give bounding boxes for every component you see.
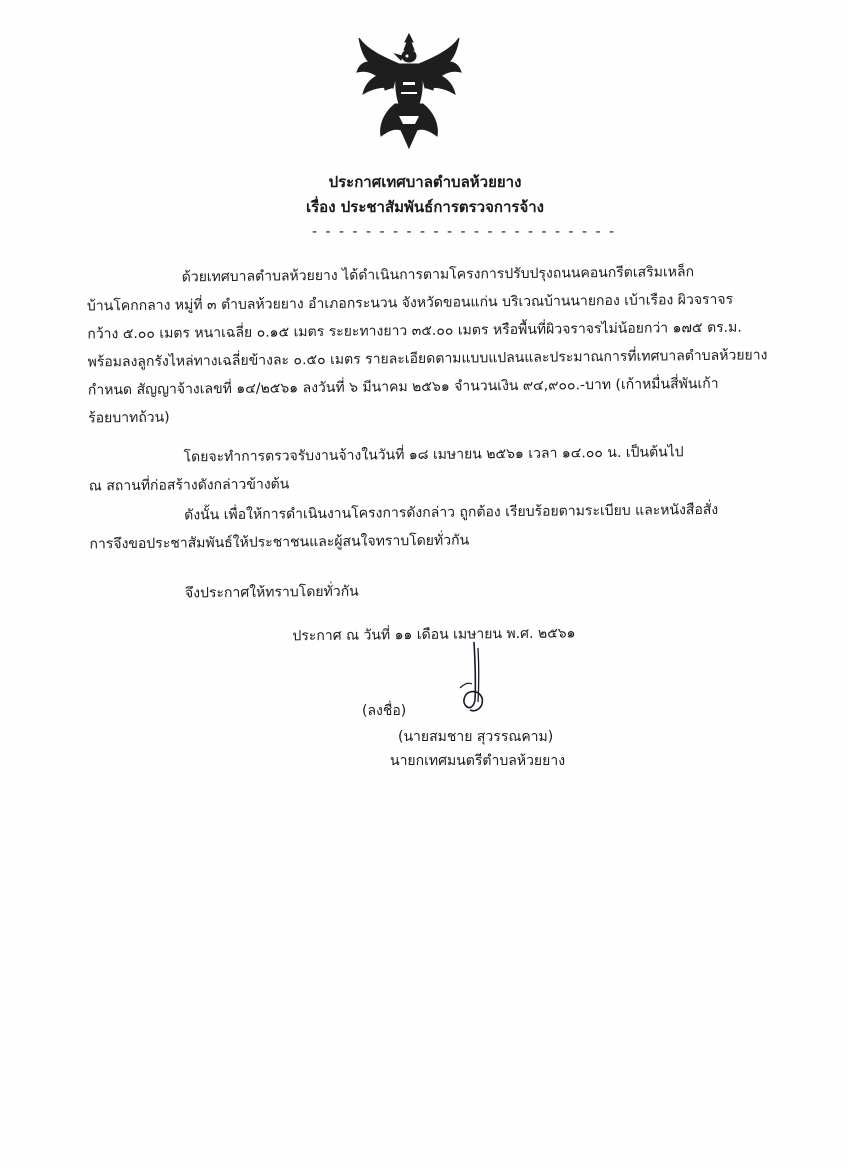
paragraph-2-line-2: ณ สถานที่ก่อสร้างดังกล่าวข้างต้น <box>88 476 290 495</box>
paragraph-3-line-1: ดังนั้น เพื่อให้การดำเนินงานโครงการดังกล่าว ถูกต้อง เรียบร้อยตามระเบียบ และหนังสือสั่ง <box>184 501 719 524</box>
signer-name: (นายสมชาย สุวรรณคาม) <box>398 729 554 745</box>
paragraph-1-line-2: บ้านโคกกลาง หมู่ที่ ๓ ตำบลห้วยยาง อำเภอกระนวน จังหวัดขอนแก่น บริเวณบ้านนายกอง เบ้าเรือง ผิวจราจร <box>86 291 734 315</box>
announcement-title: ประกาศเทศบาลตำบลห้วยยาง <box>328 173 522 191</box>
paragraph-1-line-6: ร้อยบาทถ้วน) <box>88 409 170 427</box>
announcement-date: ประกาศ ณ วันที่ ๑๑ เดือน เมษายน พ.ศ. ๒๕๖๑ <box>292 625 576 645</box>
announcement-subject: เรื่อง ประชาสัมพันธ์การตรวจการจ้าง <box>306 198 544 216</box>
signer-position: นายกเทศมนตรีตำบลห้วยยาง <box>390 753 566 769</box>
paragraph-1-line-1: ด้วยเทศบาลตำบลห้วยยาง ได้ดำเนินการตามโครงการปรับปรุงถนนคอนกรีตเสริมเหล็ก <box>181 264 695 286</box>
paragraph-1-line-4: พร้อมลงลูกรังไหล่ทางเฉลี่ยข้างละ ๐.๕๐ เมตร รายละเอียดตามแบบแปลนและประมาณการที่เทศบาลตำบลห้วยยาง <box>87 347 768 371</box>
paragraph-2-line-1: โดยจะทำการตรวจรับงานจ้างในวันที่ ๑๘ เมษายน ๒๕๖๑ เวลา ๑๔.๐๐ น. เป็นต้นไป <box>183 444 684 466</box>
announce-line: จึงประกาศให้ทราบโดยทั่วกัน <box>184 583 359 602</box>
sign-label: (ลงชื่อ) <box>362 703 407 719</box>
divider-line: - - - - - - - - - - - - - - - - - - - - - - - <box>312 224 617 240</box>
paragraph-1-line-5: กำหนด สัญญาจ้างเลขที่ ๑๔/๒๕๖๑ ลงวันที่ ๖ มีนาคม ๒๕๖๑ จำนวนเงิน ๙๔,๙๐๐.-บาท (เก้าหมื่นสี่พันเก้า <box>87 375 719 399</box>
handwritten-signature <box>448 640 498 720</box>
paragraph-1-line-3: กว้าง ๕.๐๐ เมตร หนาเฉลี่ย ๐.๑๕ เมตร ระยะทางยาว ๓๕.๐๐ เมตร หรือพื้นที่ผิวจราจรไม่น้อยกว่า ๑๗๕ ตร.ม. <box>87 319 742 343</box>
paragraph-3-line-2: การจึงขอประชาสัมพันธ์ให้ประชาชนและผู้สนใจทราบโดยทั่วกัน <box>89 532 470 553</box>
